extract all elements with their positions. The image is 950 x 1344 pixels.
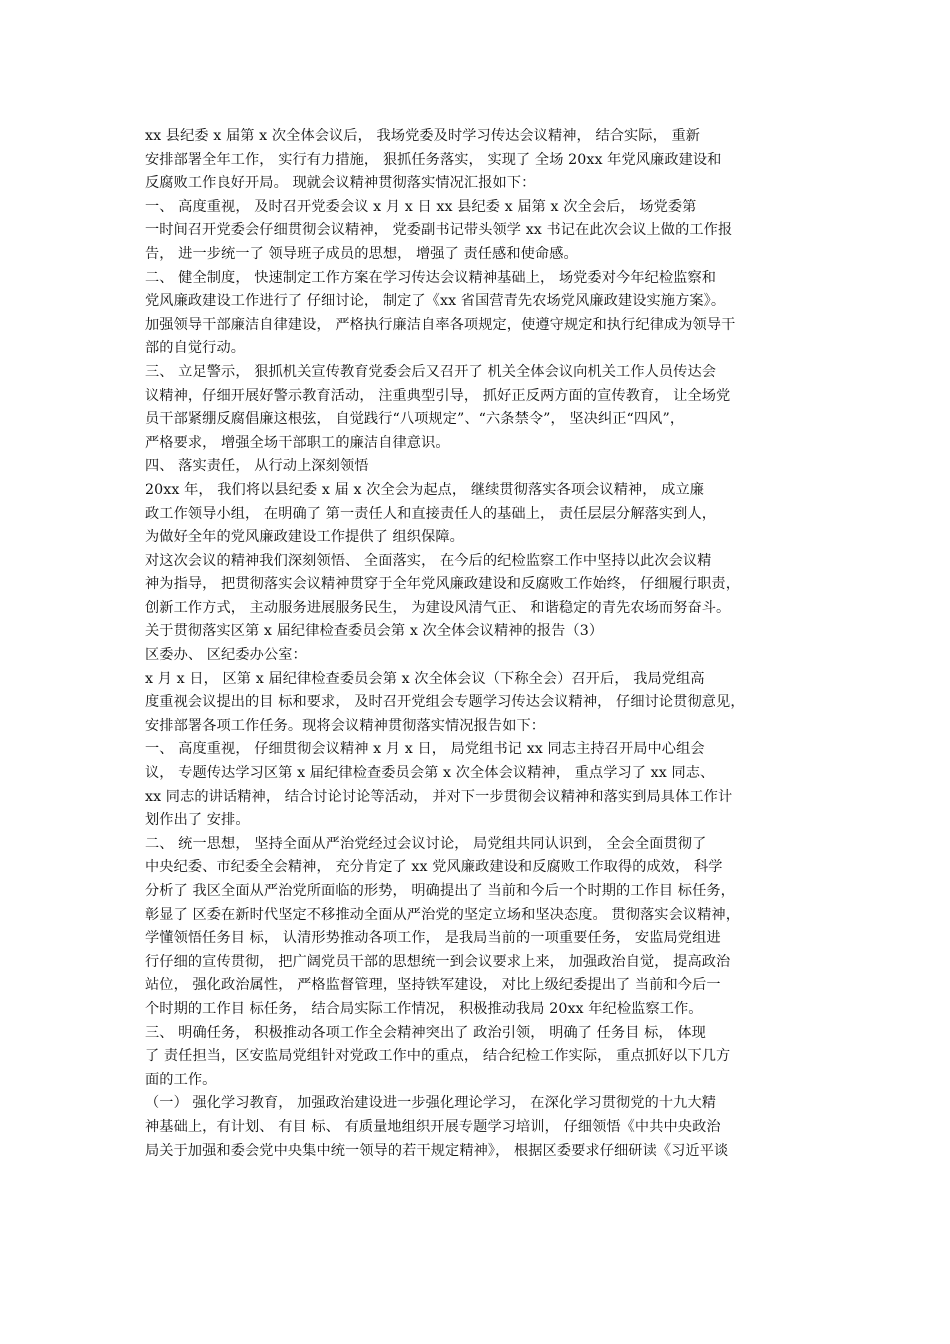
text-line: 彰显了 区委在新时代坚定不移推动全面从严治党的坚定立场和坚决态度。 贯彻落实会议精神，: [145, 906, 741, 923]
text-line: 神基础上，有计划、 有目 标、 有质量地组织开展专题学习培训， 仔细领悟《中共中央政治: [145, 1118, 721, 1135]
text-line: 创新工作方式， 主动服务进展服务民生， 为建设风清气正、 和谐稳定的青先农场而努奋斗。: [145, 599, 731, 616]
text-line: 党风廉政建设工作进行了 仔细讨论， 制定了《xx 省国营青先农场党风廉政建设实施方案》。: [145, 293, 726, 310]
text-line: 一、 高度重视， 及时召开党委会议 x 月 x 日 xx 县纪委 x 届第 x 次全会后， 场党委第: [145, 198, 697, 215]
text-line: 学懂领悟任务目 标， 认清形势推动各项工作， 是我局当前的一项重要任务， 安监局党组进: [145, 930, 721, 947]
text-line: 严格要求， 增强全场干部职工的廉洁自律意识。: [145, 434, 450, 451]
text-line: x 月 x 日， 区第 x 届纪律检查委员会第 x 次全体会议（下称全会）召开后， 我局党组高: [145, 670, 705, 687]
text-line: 划作出了 安排。: [145, 812, 250, 829]
text-line: 为做好全年的党风廉政建设工作提供了 组织保障。: [145, 529, 464, 546]
text-line: 面的工作。: [145, 1071, 217, 1088]
text-line: 反腐败工作良好开局。 现就会议精神贯彻落实情况汇报如下：: [145, 175, 536, 192]
text-line: 神为指导， 把贯彻落实会议精神贯穿于全年党风廉政建设和反腐败工作始终， 仔细履行职责，: [145, 576, 741, 593]
text-line: 分析了 我区全面从严治党所面临的形势， 明确提出了 当前和今后一个时期的工作目 标任务，: [145, 883, 735, 899]
text-line: 行仔细的宣传贯彻， 把广阔党员干部的思想统一到会议要求上来， 加强政治自觉， 提高政治: [145, 953, 731, 970]
text-line: 二、 统一思想， 坚持全面从严治党经过会议讨论， 局党组共同认识到， 全会全面贯彻了: [145, 835, 707, 852]
text-line: 站位， 强化政治属性， 严格监督管理，坚持铁军建设， 对比上级纪委提出了 当前和今后一: [145, 977, 721, 994]
text-line: 对这次会议的精神我们深刻领悟、 全面落实， 在今后的纪检监察工作中坚持以此次会议精: [145, 552, 712, 569]
document-body: [145, 125, 810, 1163]
text-line: xx 县纪委 x 届第 x 次全体会议后， 我场党委及时学习传达会议精神， 结合实际， 重新: [145, 128, 701, 144]
text-line: 安排部署各项工作任务。现将会议精神贯彻落实情况报告如下：: [145, 717, 546, 734]
text-line: 中央纪委、市纪委全会精神， 充分肯定了 xx 党风廉政建设和反腐败工作取得的成效， 科学: [145, 859, 723, 876]
text-line: 部的自觉行动。: [145, 340, 246, 357]
text-line: 个时期的工作目 标任务， 结合局实际工作情况， 积极推动我局 20xx 年纪检监察工作。: [145, 1000, 703, 1017]
text-line: 一、 高度重视， 仔细贯彻会议精神 x 月 x 日， 局党组书记 xx 同志主持召开局中心组会: [145, 741, 705, 758]
text-line: 关于贯彻落实区第 x 届纪律检查委员会第 x 次全体会议精神的报告（3）: [145, 623, 604, 640]
text-line: 三、 立足警示， 狠抓机关宣传教育党委会后又召开了 机关全体会议向机关工作人员传达会: [145, 363, 717, 380]
text-line: 一时间召开党委会仔细贯彻会议精神， 党委副书记带头领学 xx 书记在此次会议上做的工作报: [145, 222, 733, 239]
text-line: 议， 专题传达学习区第 x 届纪律检查委员会第 x 次全体会议精神， 重点学习了 xx 同志、: [145, 765, 715, 782]
text-line: xx 同志的讲话精神， 结合讨论讨论等活动， 并对下一步贯彻会议精神和落实到局具体工作计: [145, 788, 733, 805]
text-line: 度重视会议提出的目 标和要求， 及时召开党组会专题学习传达会议精神， 仔细讨论贯彻意见，: [145, 694, 745, 711]
text-line: 议精神，仔细开展好警示教育活动， 注重典型引导， 抓好正反两方面的宣传教育， 让全场党: [145, 387, 731, 404]
text-line: （一） 强化学习教育， 加强政治建设进一步强化理论学习， 在深化学习贯彻党的十九大精: [145, 1095, 717, 1112]
text-line: 局关于加强和委会党中央集中统一领导的若干规定精神》， 根据区委要求仔细研读《习近平谈: [145, 1142, 729, 1159]
text-line: 员干部紧绷反腐倡廉这根弦， 自觉践行“八项规定”、“六条禁令”， 坚决纠正“四风”，: [145, 411, 685, 428]
text-line: 二、 健全制度， 快速制定工作方案在学习传达会议精神基础上， 场党委对今年纪检监察和: [145, 269, 717, 286]
text-line: 告， 进一步统一了 领导班子成员的思想， 增强了 责任感和使命感。: [145, 245, 578, 262]
text-line: 了 责任担当，区安监局党组针对党政工作中的重点， 结合纪检工作实际， 重点抓好以下几方: [145, 1048, 731, 1065]
text-line: 政工作领导小组， 在明确了 第一责任人和直接责任人的基础上， 责任层层分解落实到人，: [145, 505, 717, 522]
text-line: 安排部署全年工作， 实行有力措施， 狠抓任务落实， 实现了 全场 20xx 年党风廉政建设和: [145, 151, 722, 168]
text-line: 四、 落实责任， 从行动上深刻领悟: [145, 458, 369, 475]
text-line: 区委办、 区纪委办公室：: [145, 647, 307, 664]
text-line: 三、 明确任务， 积极推动各项工作全会精神突出了 政治引领， 明确了 任务目 标， 体现: [145, 1024, 706, 1041]
text-line: 加强领导干部廉洁自律建设， 严格执行廉洁自率各项规定，使遵守规定和执行纪律成为领导干: [145, 316, 736, 333]
text-line: 20xx 年， 我们将以县纪委 x 届 x 次全会为起点， 继续贯彻落实各项会议精神， 成立廉: [145, 481, 705, 498]
